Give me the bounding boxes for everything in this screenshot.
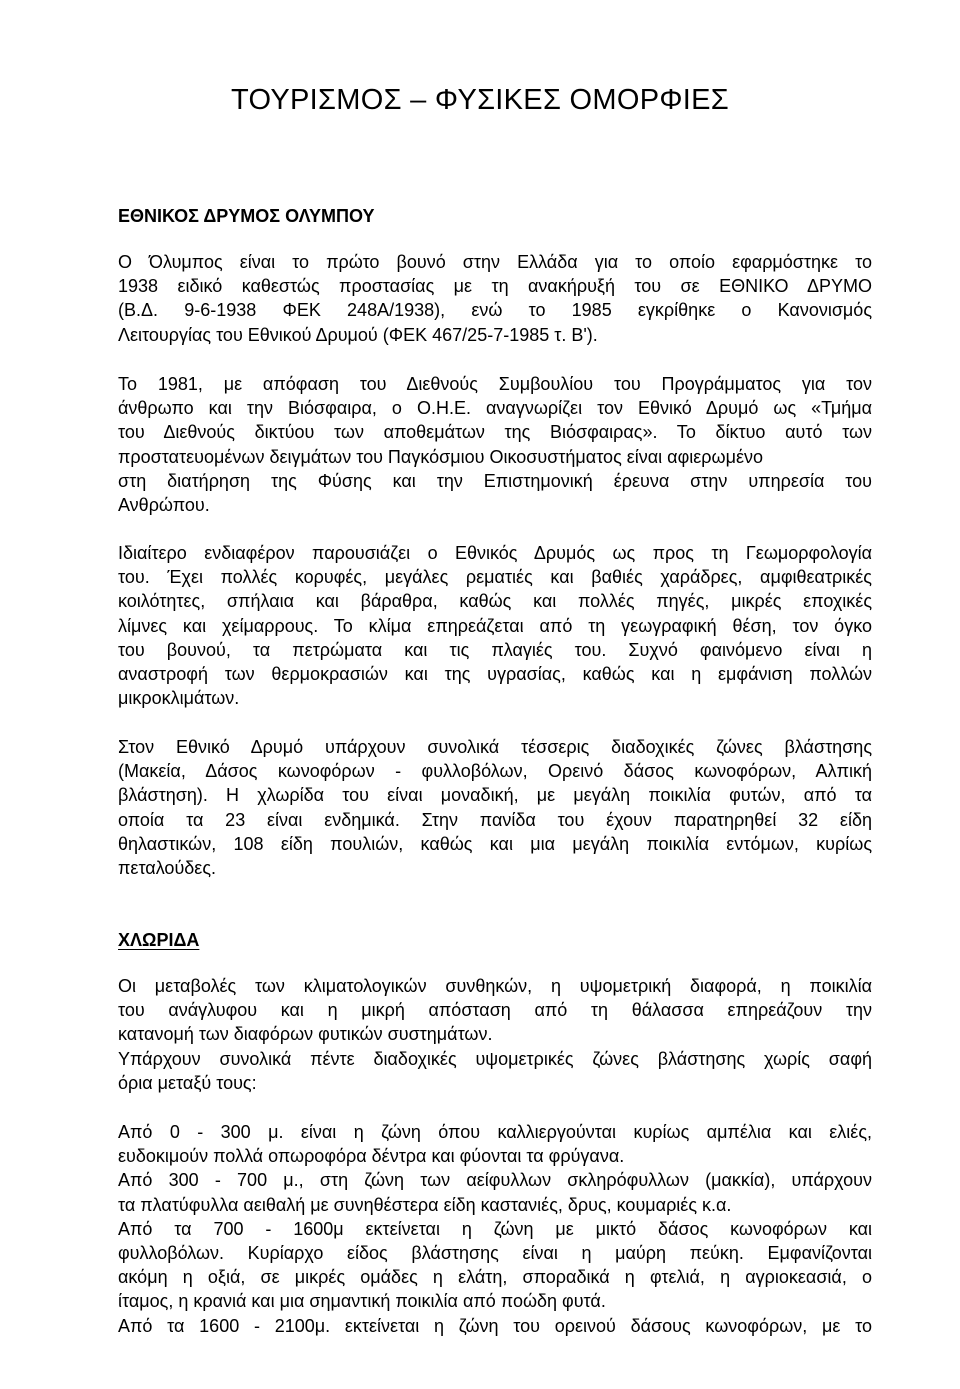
text-line: ακόμη η οξιά, σε μικρές ομάδες η ελάτη, σποραδικά η φτελιά, η αγριοκεασιά, ο: [118, 1267, 872, 1288]
text-line: (Β.Δ. 9-6-1938 ΦΕΚ 248Α/1938), ενώ το 1985 εγκρίθηκε ο Κανονισμός: [118, 300, 872, 321]
text-line: κοιλότητες, σπήλαια και βάραθρα, καθώς και πολλές πηγές, μικρές εποχικές: [118, 591, 872, 612]
text-line: του Διεθνούς δικτύου των αποθεμάτων της Βιόσφαιρας». Το δίκτυο αυτό των: [118, 422, 872, 443]
section-heading-olympus: ΕΘΝΙΚΟΣ ΔΡΥΜΟΣ ΟΛΥΜΠΟΥ: [118, 206, 375, 226]
text-line: 1938 ειδικό καθεστώς προστασίας με τη ανακήρυξή του σε ΕΘΝΙΚΟ ΔΡΥΜΟ: [118, 276, 872, 297]
paragraph: [118, 372, 872, 517]
text-line: βλάστηση). Η χλωρίδα του είναι μοναδική, με μεγάλη ποικιλία φυτών, από τα: [118, 785, 872, 806]
document-title: ΤΟΥΡΙΣΜΟΣ – ΦΥΣΙΚΕΣ ΟΜΟΡΦΙΕΣ: [230, 84, 730, 116]
text-line: θηλαστικών, 108 είδη πουλιών, καθώς και μια μεγάλη ποικιλία εντόμων, κυρίως: [118, 833, 872, 854]
text-line: Από 300 - 700 μ., στη ζώνη των αείφυλλων σκληρόφυλλων (μακκία), υπάρχουν: [118, 1170, 872, 1191]
text-line: τα πλατύφυλλα αειθαλή με συνηθέστερα είδη καστανιές, δρυς, κουμαριές κ.α.: [118, 1194, 732, 1215]
text-line: ευδοκιμούν πολλά οπωροφόρα δέντρα και φύονται τα φρύγανα.: [118, 1146, 625, 1167]
text-line: του ανάγλυφου και η μικρή απόσταση από τη θάλασσα επηρεάζουν την: [118, 1000, 872, 1021]
text-line: στη διατήρηση της Φύσης και την Επιστημονική έρευνα στην υπηρεσία του: [118, 470, 872, 491]
text-line: του. Έχει πολλές κορυφές, μεγάλες ρεματιές και βαθιές χαράδρες, αμφιθεατρικές: [118, 567, 872, 588]
section-heading-flora: ΧΛΩΡΙΔΑ: [118, 930, 200, 950]
text-line: πεταλούδες.: [118, 858, 217, 879]
text-line: Από τα 1600 - 2100μ. εκτείνεται η ζώνη του ορεινού δάσους κωνοφόρων, με το: [118, 1315, 872, 1336]
text-line: Λειτουργίας του Εθνικού Δρυμού (ΦΕΚ 467/25-7-1985 τ. Β').: [118, 324, 598, 345]
text-line: άνθρωπο και την Βιόσφαιρα, ο Ο.Η.Ε. αναγνωρίζει τον Εθνικό Δρυμό ως «Τμήμα: [118, 398, 872, 419]
text-line: Ιδιαίτερο ενδιαφέρον παρουσιάζει ο Εθνικός Δρυμός ως προς τη Γεωμορφολογία: [118, 543, 872, 563]
text-line: ίταμος, η κρανιά και μια σημαντική ποικιλία από ποώδη φυτά.: [118, 1291, 606, 1312]
text-line: λίμνες και χείμαρρους. Το κλίμα επηρεάζεται από τη γεωγραφική θέση, τον όγκο: [118, 615, 872, 636]
text-line: αναστροφή των θερμοκρασιών και της υγρασίας, καθώς και η εμφάνιση πολλών: [118, 664, 872, 685]
text-line: Ανθρώπου.: [118, 495, 210, 516]
document-title-wrap: [0, 84, 960, 117]
paragraph: [118, 974, 872, 1095]
paragraph: [118, 250, 872, 347]
paragraph: [118, 735, 872, 880]
text-line: Από τα 700 - 1600μ εκτείνεται η ζώνη με μικτό δάσος κωνοφόρων και: [118, 1218, 872, 1239]
text-line: Στον Εθνικό Δρυμό υπάρχουν συνολικά τέσσερις διαδοχικές ζώνες βλάστησης: [118, 737, 872, 757]
text-line: του βουνού, τα πετρώματα και τις πλαγιές του. Συχνό φαινόμενο είναι η: [118, 639, 872, 660]
text-line: οποία τα 23 είναι ενδημικά. Στην πανίδα του έχουν παρατηρηθεί 32 είδη: [118, 809, 872, 830]
text-line: φυλλοβόλων. Κυρίαρχο είδος βλάστησης είναι η μαύρη πεύκη. Εμφανίζονται: [118, 1243, 872, 1264]
text-line: Από 0 - 300 μ. είναι η ζώνη όπου καλλιεργούνται κυρίως αμπέλια και ελιές,: [118, 1122, 872, 1142]
text-line: Το 1981, με απόφαση του Διεθνούς Συμβουλίου του Προγράμματος για τον: [118, 374, 872, 394]
paragraph: [118, 541, 872, 710]
text-line: Υπάρχουν συνολικά πέντε διαδοχικές υψομετρικές ζώνες βλάστησης χωρίς σαφή: [118, 1048, 872, 1069]
text-line: όρια μεταξύ τους:: [118, 1072, 257, 1093]
text-line: (Μακεία, Δάσος κωνοφόρων - φυλλοβόλων, Ορεινό δάσος κωνοφόρων, Αλπική: [118, 761, 872, 782]
text-line: Οι μεταβολές των κλιματολογικών συνθηκών, η υψομετρική διαφορά, η ποικιλία: [118, 976, 872, 996]
text-line: κατανομή των διαφόρων φυτικών συστημάτων.: [118, 1024, 493, 1045]
paragraph: [118, 1120, 872, 1338]
text-line: μικροκλιμάτων.: [118, 688, 240, 709]
text-line: προστατευομένων δειγμάτων του Παγκόσμιου Οικοσυστήματος είναι αφιερωμένο: [118, 446, 763, 467]
text-line: Ο Όλυμπος είναι το πρώτο βουνό στην Ελλάδα για το οποίο εφαρμόστηκε το: [118, 252, 872, 272]
